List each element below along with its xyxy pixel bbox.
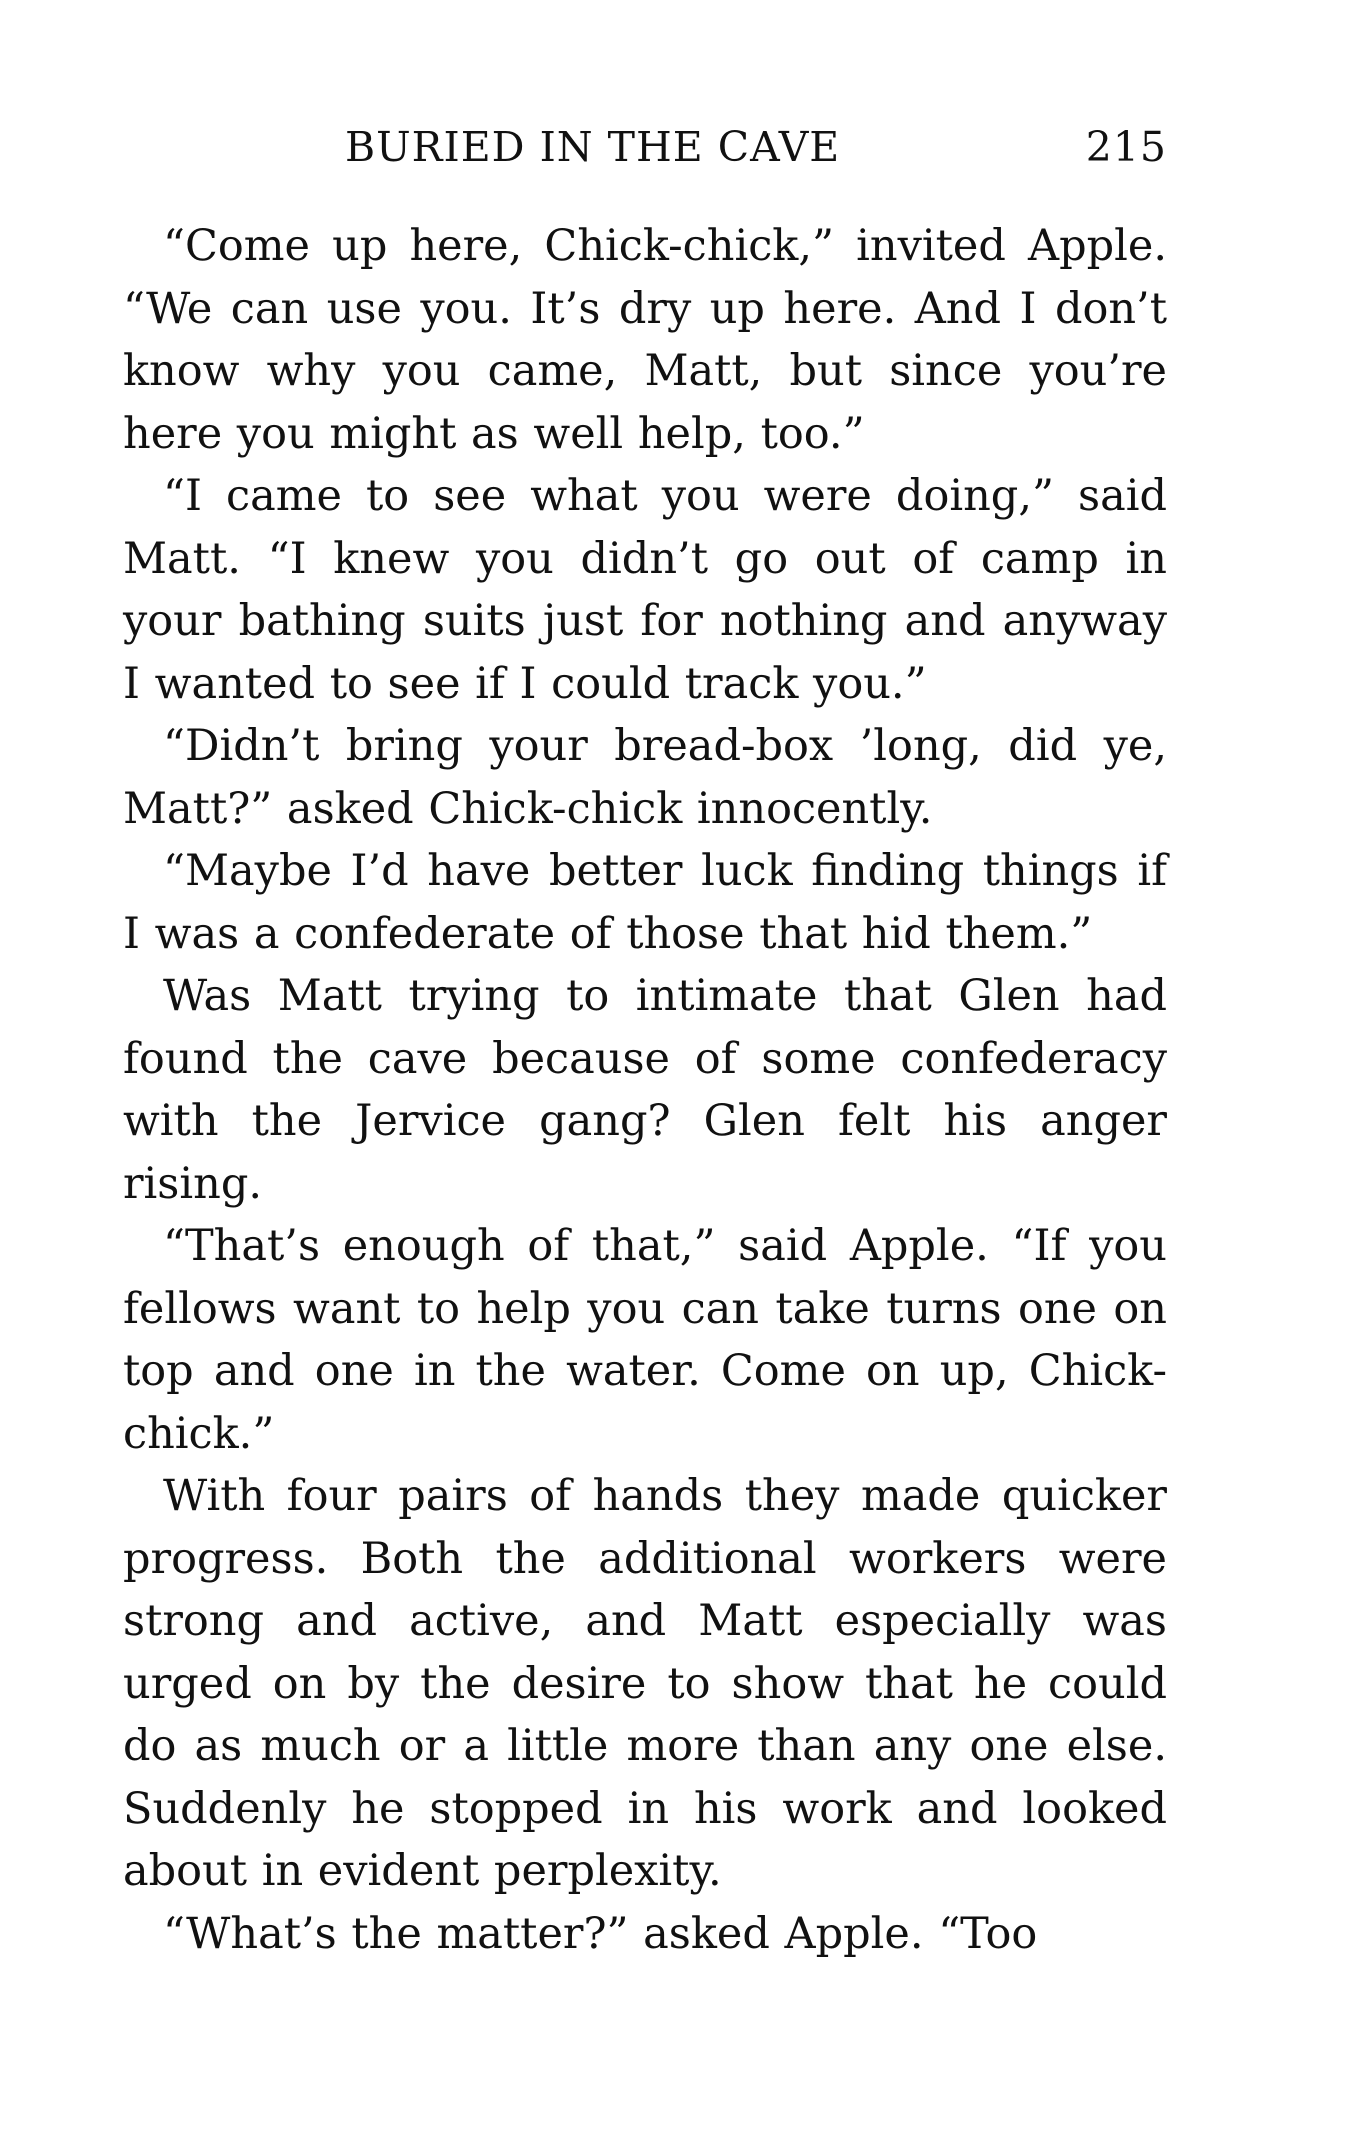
paragraph: “Come up here, Chick-chick,” invited Apple. “We can use you. It’s dry up here. And I don’t know why you came, Matt, but since you’re here you might as well help, too.”: [123, 221, 1167, 459]
running-title: BURIED IN THE CAVE: [345, 123, 841, 171]
paragraph: “What’s the matter?” asked Apple. “Too: [163, 1908, 1038, 1959]
page-number: 215: [1085, 123, 1167, 171]
paragraph: “Didn’t bring your bread-box ’long, did ye, Matt?” asked Chick-chick innocently.: [123, 721, 1167, 834]
paragraph: “That’s enough of that,” said Apple. “If you fellows want to help you can take turns one on top and one in the water. Come on up, Chick-chick.”: [123, 1221, 1167, 1459]
paragraph: With four pairs of hands they made quicker progress. Both the additional workers were strong and active, and Matt especially was urged on by the desire to show that he could do as much or a little more than any one else. Suddenly he stopped in his work and looked about in evident perplexity.: [123, 1471, 1167, 1896]
running-head: [123, 122, 1167, 172]
paragraph: “I came to see what you were doing,” said Matt. “I knew you didn’t go out of camp in your bathing suits just for nothing and anyway I wanted to see if I could track you.”: [123, 471, 1167, 709]
paragraph: Was Matt trying to intimate that Glen had found the cave because of some confederacy with the Jervice gang? Glen felt his anger rising.: [123, 971, 1167, 1209]
paragraph: “Maybe I’d have better luck finding things if I was a confederate of those that hid them.”: [123, 846, 1167, 959]
body-text: [123, 215, 1167, 1965]
